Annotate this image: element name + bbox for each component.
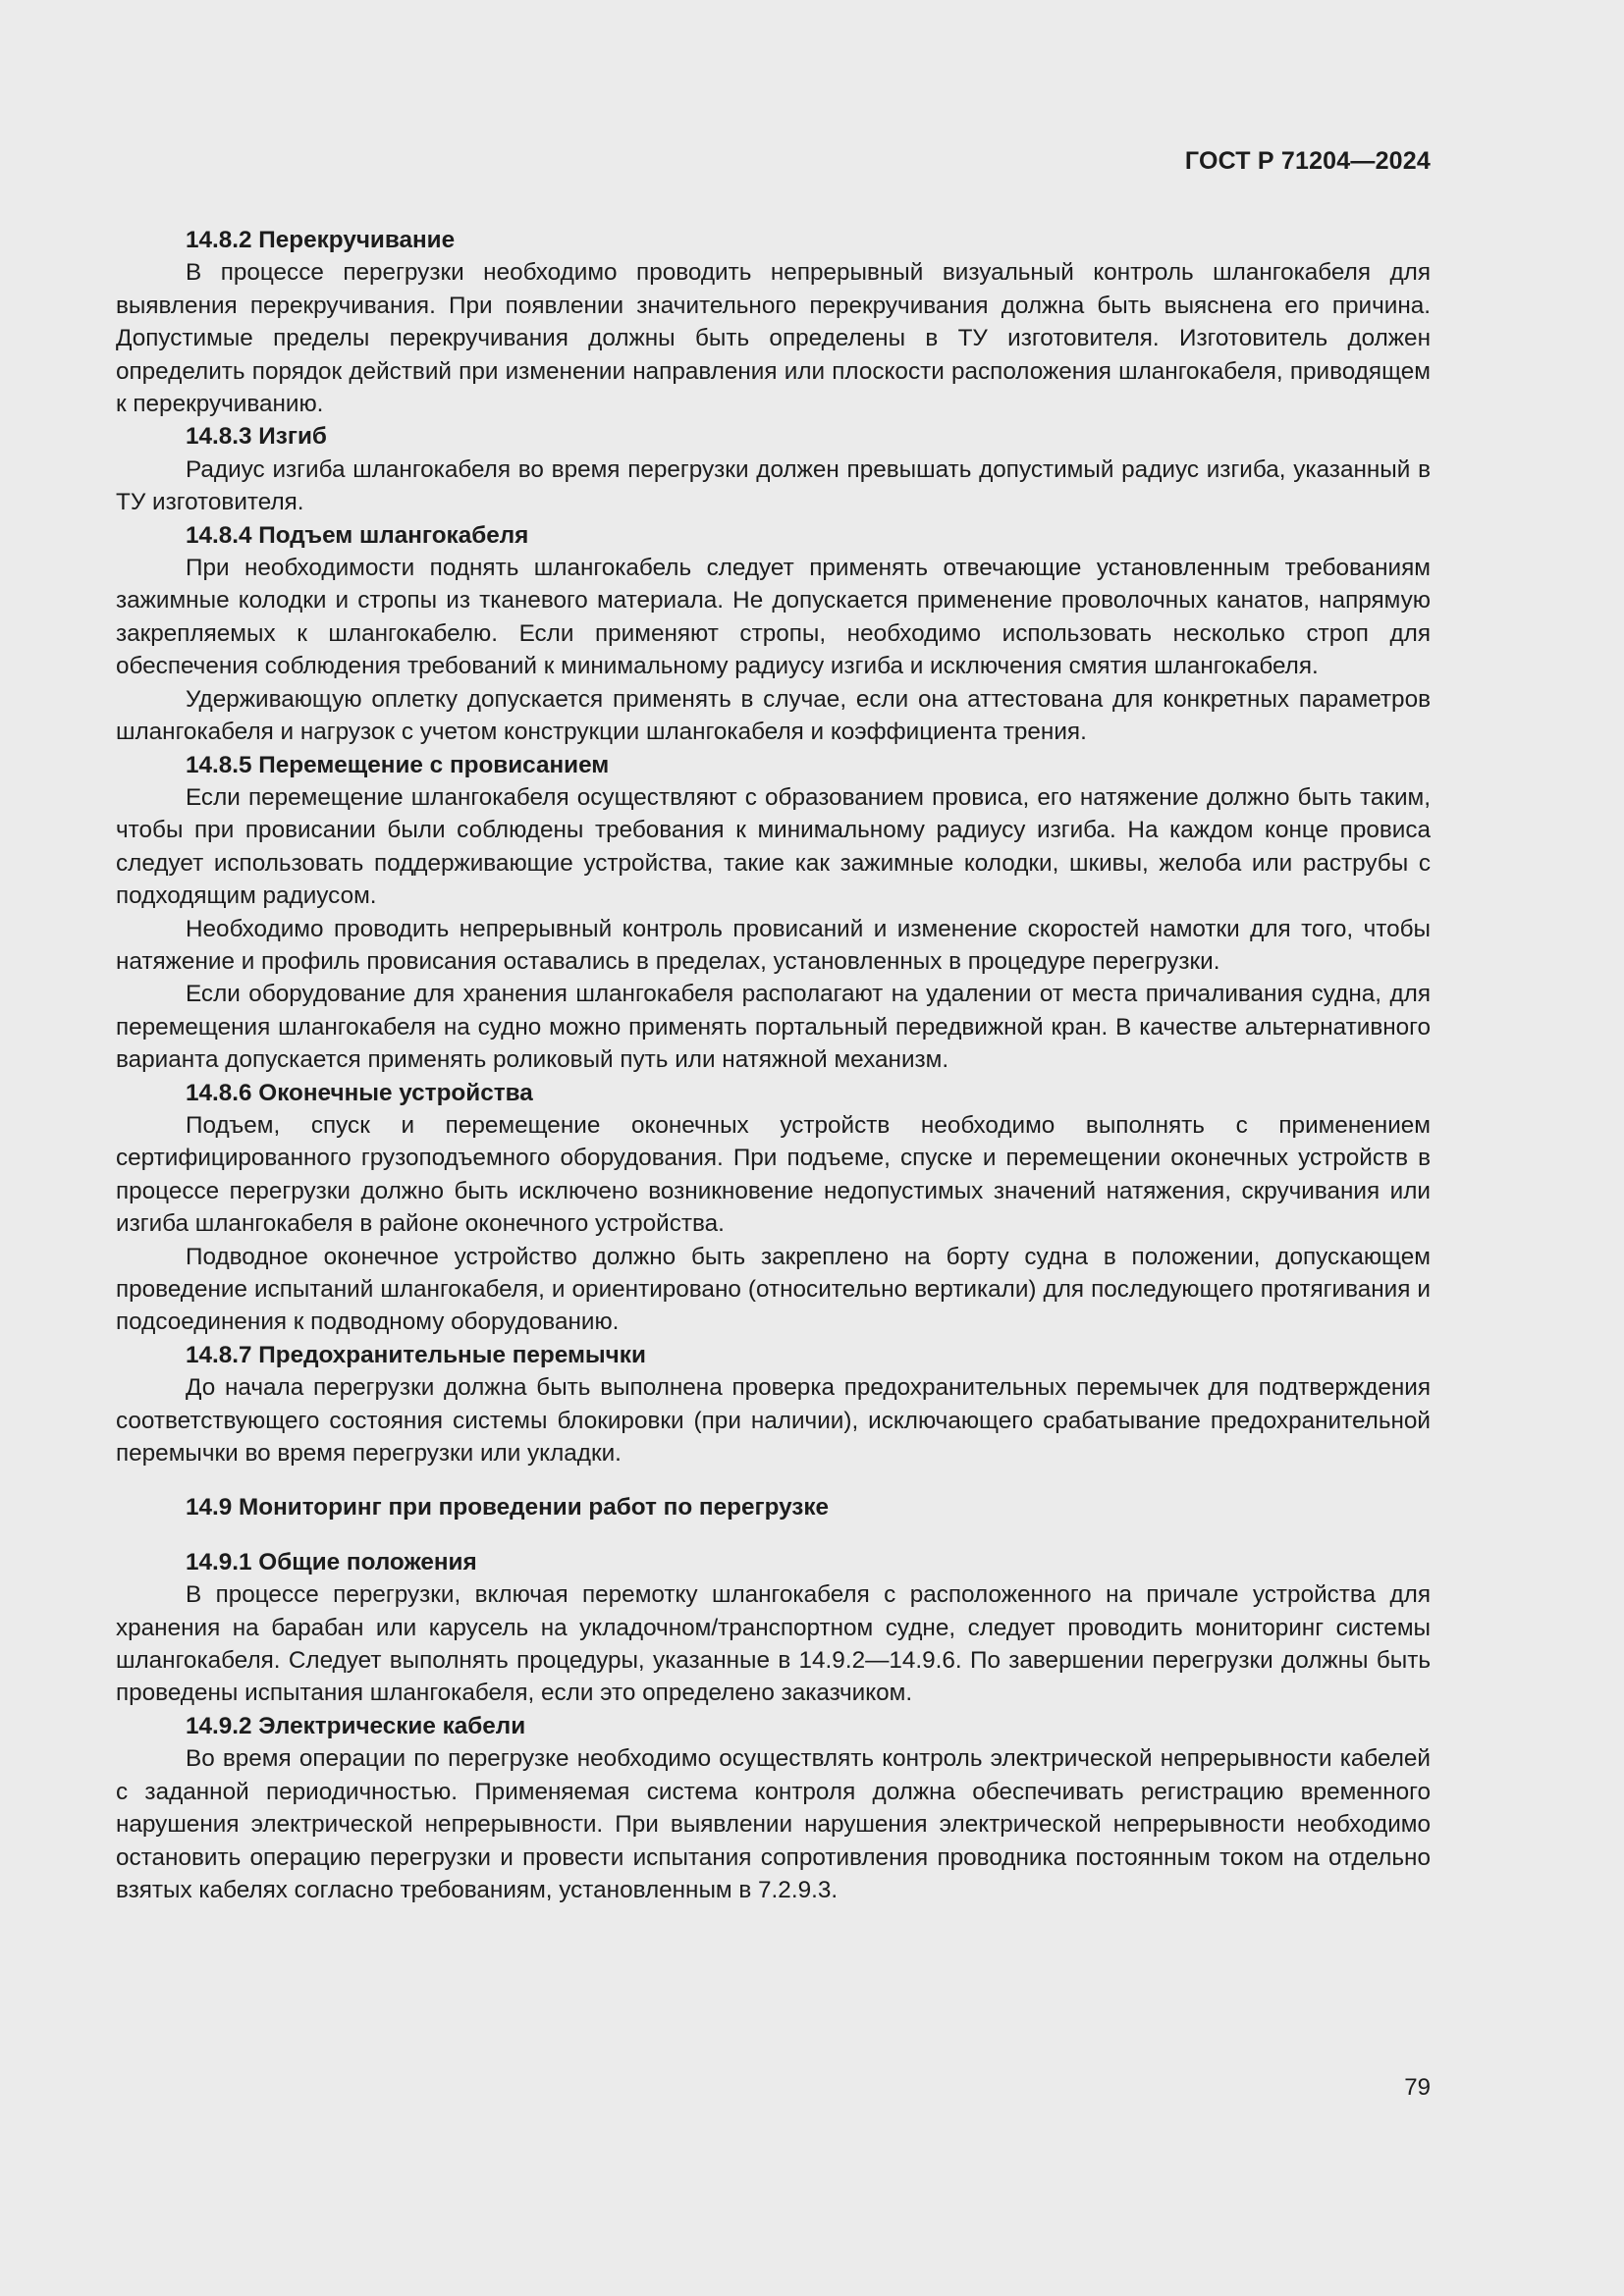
section-heading: 14.9.1 Общие положения: [186, 1548, 477, 1575]
body-paragraph: Подводное оконечное устройство должно быть закреплено на борту судна в положении, допускающем проведение испытаний шлангокабеля, и ориентировано (относительно вертикали) для последующего протягивания и подсоединения к подводному оборудованию.: [116, 1243, 1431, 1336]
body-paragraph: Если перемещение шлангокабеля осуществляют с образованием провиса, его натяжение должно быть таким, чтобы при провисании были соблюдены требования к минимальному радиусу изгиба. На каждом конце провиса следует использовать поддерживающие устройства, такие как зажимные колодки, шкивы, желоба или раструбы с подходящим радиусом.: [116, 783, 1431, 910]
section-heading: 14.8.4 Подъем шлангокабеля: [186, 521, 529, 549]
section-heading: 14.8.5 Перемещение с провисанием: [186, 751, 610, 778]
body-paragraph: Подъем, спуск и перемещение оконечных устройств необходимо выполнять с применением сертифицированного грузоподъемного оборудования. При подъеме, спуске и перемещении оконечных устройств в процессе перегрузки должно быть исключено возникновение недопустимых значений натяжения, скручивания или изгиба шлангокабеля в районе оконечного устройства.: [116, 1111, 1431, 1238]
section-heading: 14.9.2 Электрические кабели: [186, 1712, 526, 1739]
body-paragraph: Радиус изгиба шлангокабеля во время перегрузки должен превышать допустимый радиус изгиба, указанный в ТУ изготовителя.: [116, 455, 1431, 516]
body-paragraph: В процессе перегрузки, включая перемотку шлангокабеля с расположенного на причале устройства для хранения на барабан или карусель на укладочном/транспортном судне, следует проводить мониторинг системы шлангокабеля. Следует выполнять процедуры, указанные в 14.9.2—14.9.6. По завершении перегрузки должны быть проведены испытания шлангокабеля, если это определено заказчиком.: [116, 1581, 1431, 1707]
body-paragraph: При необходимости поднять шлангокабель следует применять отвечающие установленным требованиям зажимные колодки и стропы из тканевого материала. Не допускается применение проволочных канатов, напрямую закрепляемых к шлангокабелю. Если применяют стропы, необходимо использовать несколько строп для обеспечения соблюдения требований к минимальному радиусу изгиба и исключения смятия шлангокабеля.: [116, 555, 1431, 680]
body-paragraph: До начала перегрузки должна быть выполнена проверка предохранительных перемычек для подтверждения соответствующего состояния системы блокировки (при наличии), исключающего срабатывание предохранительной перемычки во время перегрузки или укладки.: [116, 1374, 1431, 1468]
document-body: [116, 224, 1431, 1906]
section-heading: 14.9 Мониторинг при проведении работ по перегрузке: [186, 1494, 830, 1522]
section-heading: 14.8.6 Оконечные устройства: [186, 1079, 533, 1106]
document-standard-header: ГОСТ Р 71204—2024: [1184, 147, 1431, 175]
body-paragraph: Если оборудование для хранения шлангокабеля располагают на удалении от места причаливания судна, для перемещения шлангокабеля на судно можно применять портальный передвижной кран. В качестве альтернативного варианта допускается применять роликовый путь или натяжной механизм.: [116, 981, 1431, 1074]
section-heading: 14.8.7 Предохранительные перемычки: [186, 1341, 646, 1368]
body-paragraph: Во время операции по перегрузке необходимо осуществлять контроль электрической непрерывности кабелей с заданной периодичностью. Применяемая система контроля должна обеспечивать регистрацию временного нарушения электрической непрерывности. При выявлении нарушения электрической непрерывности необходимо остановить операцию перегрузки и провести испытания сопротивления проводника постоянным током на отдельно взятых кабелях согласно требованиям, установленным в 7.2.9.3.: [116, 1745, 1431, 1903]
body-paragraph: Удерживающую оплетку допускается применять в случае, если она аттестована для конкретных параметров шлангокабеля и нагрузок с учетом конструкции шлангокабеля и коэффициента трения.: [116, 685, 1431, 746]
body-paragraph: Необходимо проводить непрерывный контроль провисаний и изменение скоростей намотки для того, чтобы натяжение и профиль провисания оставались в пределах, установленных в процедуре перегрузки.: [116, 915, 1431, 975]
section-heading: 14.8.2 Перекручивание: [186, 227, 456, 253]
body-paragraph: В процессе перегрузки необходимо проводить непрерывный визуальный контроль шлангокабеля для выявления перекручивания. При появлении значительного перекручивания должна быть выяснена его причина. Допустимые пределы перекручивания должны быть определены в ТУ изготовителя. Изготовитель должен определить порядок действий при изменении направления или плоскости расположения шлангокабеля, приводящем к перекручиванию.: [116, 259, 1431, 418]
page-number: 79: [1404, 2074, 1431, 2101]
section-heading: 14.8.3 Изгиб: [186, 423, 327, 451]
